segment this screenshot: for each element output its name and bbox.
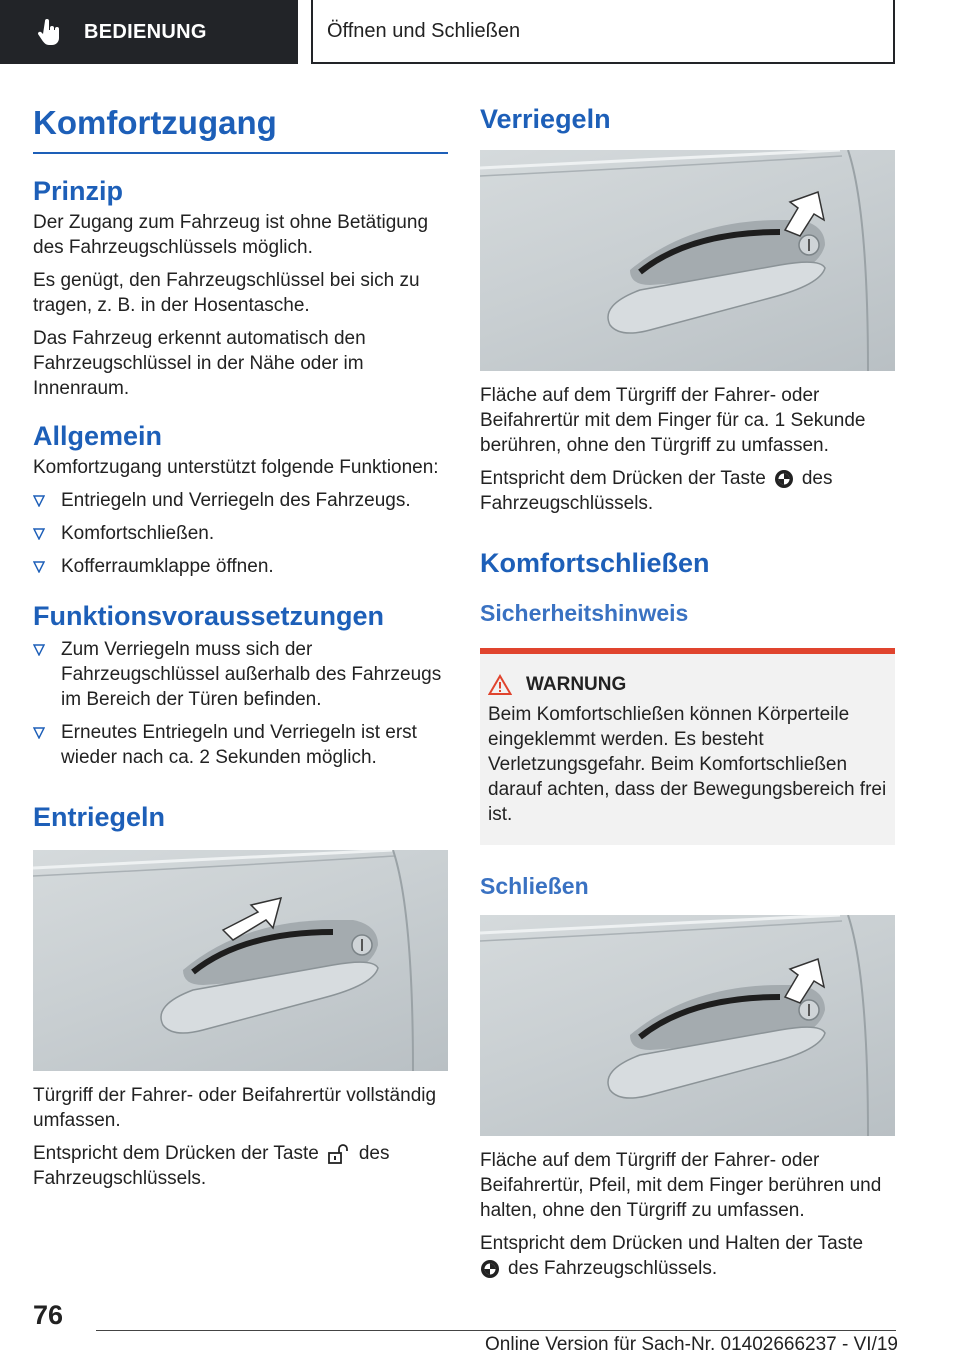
list-item: Erneutes Entriegeln und Verriegeln ist erst wieder nach ca. 2 Sekunden möglich. <box>33 720 448 770</box>
triangle-bullet-icon <box>33 727 45 739</box>
triangle-bullet-icon <box>33 528 45 540</box>
close-caption: Fläche auf dem Türgriff der Fahrer- oder Beifahrertür, Pfeil, mit dem Finger berühren und halten, ohne den Türgriff zu umfassen. <box>480 1150 882 1221</box>
section-tab <box>0 0 298 64</box>
lock-key-text: Entspricht dem Drücken der Taste des Fahrzeugschlüssels. <box>480 468 833 514</box>
door-handle-image-lock <box>480 150 895 371</box>
heading-close: Schließen <box>480 873 589 899</box>
heading-unlock: Entriegeln <box>33 802 166 832</box>
door-handle-image-close <box>480 915 895 1136</box>
heading-safety: Sicherheitshinweis <box>480 600 689 626</box>
list-item: Entriegeln und Verriegeln des Fahrzeugs. <box>33 488 448 513</box>
chapter-title: Öffnen und Schließen <box>327 19 521 42</box>
chapter-tab <box>311 0 895 64</box>
door-handle-image-unlock <box>33 850 448 1071</box>
hand-pointer-icon <box>36 18 64 46</box>
requirements-list <box>33 637 448 770</box>
principle-paragraph-1: Der Zugang zum Fahrzeug ist ohne Betätigung des Fahrzeugschlüssels möglich. <box>33 212 429 258</box>
unlock-icon <box>327 1143 351 1165</box>
unlock-caption: Türgriff der Fahrer- oder Beifahrertür vollständig umfassen. <box>33 1085 437 1131</box>
triangle-bullet-icon <box>33 495 45 507</box>
heading-lock: Verriegeln <box>480 104 611 134</box>
heading-comfort-close: Komfortschließen <box>480 548 710 578</box>
section-label: BEDIENUNG <box>84 20 207 43</box>
heading-general: Allgemein <box>33 421 163 451</box>
triangle-bullet-icon <box>33 644 45 656</box>
warning-box <box>480 648 895 845</box>
warning-triangle-icon <box>488 674 512 696</box>
function-list <box>33 488 448 579</box>
triangle-bullet-icon <box>33 561 45 573</box>
principle-paragraph-2: Es genügt, den Fahrzeugschlüssel bei sich zu tragen, z. B. in der Hosentasche. <box>33 270 420 316</box>
heading-principle: Prinzip <box>33 176 124 206</box>
online-version-text: Online Version für Sach-Nr. 01402666237 - VI/19 <box>485 1334 898 1355</box>
list-item: Kofferraumklappe öffnen. <box>33 554 448 579</box>
close-key-text: Entspricht dem Drücken und Halten der Taste des Fahrzeugschlüssels. <box>480 1233 864 1279</box>
general-intro: Komfortzugang unterstützt folgende Funktionen: <box>33 457 439 478</box>
principle-paragraph-3: Das Fahrzeug erkennt automatisch den Fahrzeugschlüssel in der Nähe oder im Innenraum. <box>33 328 366 399</box>
page-number: 76 <box>33 1300 64 1330</box>
list-item: Komfortschließen. <box>33 521 448 546</box>
left-column <box>33 100 448 1191</box>
lock-caption: Fläche auf dem Türgriff der Fahrer- oder Beifahrertür mit dem Finger für ca. 1 Sekunde berühren, ohne den Türgriff zu umfassen. <box>480 385 866 456</box>
bmw-logo-icon <box>480 1259 500 1279</box>
heading-requirements: Funktionsvoraussetzungen <box>33 601 385 631</box>
page-title: Komfortzugang <box>33 100 448 154</box>
list-item: Zum Verriegeln muss sich der Fahrzeugschlüssel außerhalb des Fahrzeugs im Bereich der Türen befinden. <box>33 637 448 712</box>
footer-divider <box>96 1330 896 1331</box>
bmw-logo-icon <box>774 469 794 489</box>
warning-text: Beim Komfortschließen können Körperteile eingeklemmt werden. Es besteht Verletzungsgefahr. Beim Komfortschließen darauf achten, dass der Bewegungsbereich frei ist. <box>488 704 887 825</box>
unlock-key-text: Entspricht dem Drücken der Taste des Fahrzeugschlüssels. <box>33 1143 390 1189</box>
warning-title: WARNUNG <box>526 674 627 695</box>
right-column <box>480 100 895 1281</box>
